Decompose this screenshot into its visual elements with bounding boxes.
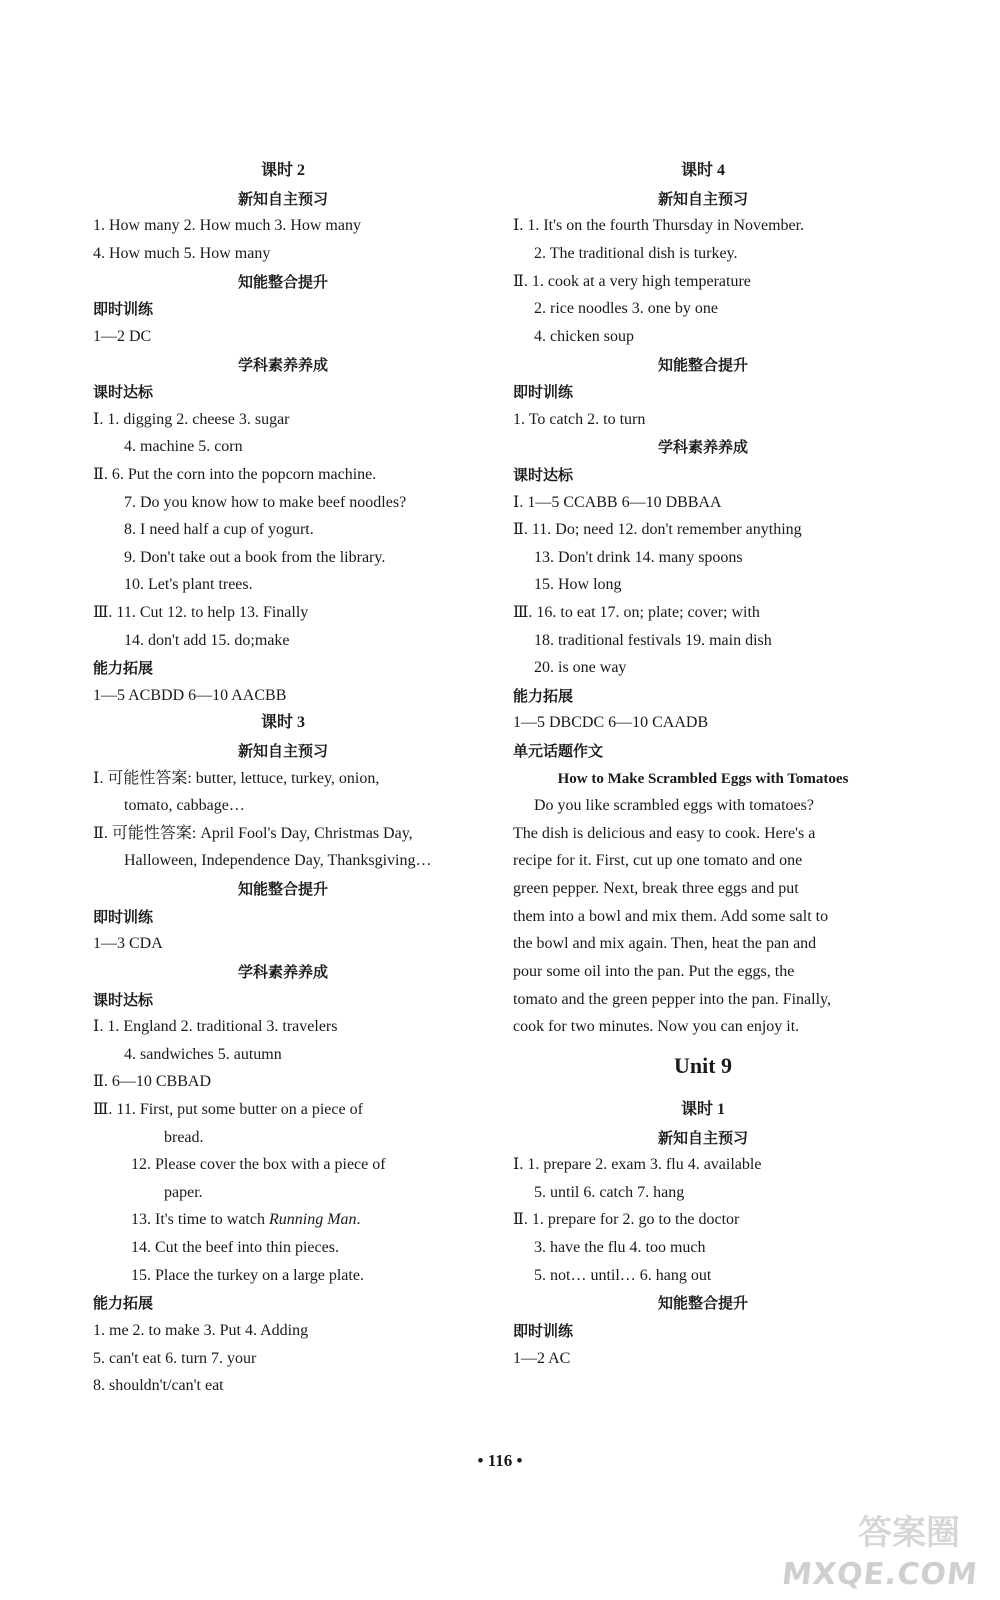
answer-line: Ⅱ. 11. Do; need 12. don't remember anything [513, 521, 802, 538]
subheading-literacy: 学科素养养成 [237, 963, 328, 981]
answer-line: 4. chicken soup [534, 328, 634, 345]
answer-line: 8. shouldn't/can't eat [93, 1377, 224, 1394]
label-ability: 能力拓展 [93, 659, 154, 677]
label-instant-training: 即时训练 [93, 300, 154, 318]
answer-line: Ⅰ. 1. prepare 2. exam 3. flu 4. available [513, 1156, 762, 1173]
label-ability: 能力拓展 [93, 1294, 154, 1312]
label-ability: 能力拓展 [513, 687, 574, 705]
subheading-integrate: 知能整合提升 [237, 273, 328, 291]
answer-line: 18. traditional festivals 19. main dish [534, 632, 772, 649]
answer-line: Ⅲ. 16. to eat 17. on; plate; cover; with [513, 604, 760, 621]
answer-text: . [356, 1211, 361, 1228]
answer-line: 13. Don't drink 14. many spoons [534, 549, 743, 566]
answer-line: 1—2 DC [93, 328, 152, 345]
watermark-logo: 答案圈 [858, 1513, 960, 1553]
subheading-preview: 新知自主预习 [237, 742, 328, 760]
answer-line: 15. How long [534, 576, 622, 593]
answer-line: 4. machine 5. corn [124, 438, 243, 455]
subheading-preview: 新知自主预习 [657, 1129, 748, 1147]
unit-heading: Unit 9 [673, 1053, 733, 1078]
section-heading-lesson-3: 课时 3 [260, 714, 305, 731]
label-instant-training: 即时训练 [93, 908, 154, 926]
answer-line: 15. Place the turkey on a large plate. [131, 1267, 364, 1284]
label-lesson-standard: 课时达标 [93, 383, 154, 401]
answer-line: 5. until 6. catch 7. hang [534, 1184, 685, 1201]
essay-line: Do you like scrambled eggs with tomatoes? [534, 797, 814, 814]
answer-line: Ⅱ. 1. cook at a very high temperature [513, 273, 751, 290]
answer-line: Halloween, Independence Day, Thanksgiving… [124, 852, 432, 869]
answer-line: 4. sandwiches 5. autumn [124, 1046, 282, 1063]
label-unit-essay: 单元话题作文 [513, 742, 604, 760]
label-instant-training: 即时训练 [513, 383, 574, 401]
answer-line: Ⅰ. 1. It's on the fourth Thursday in November. [513, 217, 805, 234]
essay-line: The dish is delicious and easy to cook. Here's a [513, 825, 816, 842]
answer-line: 3. have the flu 4. too much [534, 1239, 706, 1256]
answer-line: Ⅰ. 1—5 CCABB 6—10 DBBAA [513, 494, 722, 511]
label-lesson-standard: 课时达标 [93, 991, 154, 1009]
answer-line: 1. To catch 2. to turn [513, 411, 646, 428]
answer-line: 2. rice noodles 3. one by one [534, 300, 718, 317]
answer-line: 1—3 CDA [93, 935, 163, 952]
answer-line: Ⅰ. 1. digging 2. cheese 3. sugar [93, 411, 290, 428]
answer-line: 1. me 2. to make 3. Put 4. Adding [93, 1322, 309, 1339]
answer-line: 1. How many 2. How much 3. How many [93, 217, 361, 234]
answer-line: Ⅱ. 1. prepare for 2. go to the doctor [513, 1211, 740, 1228]
answer-line: 9. Don't take out a book from the library. [124, 549, 386, 566]
essay-line: them into a bowl and mix them. Add some salt to [513, 908, 829, 925]
section-heading-lesson-2: 课时 2 [260, 162, 305, 179]
answer-line: 1—5 DBCDC 6—10 CAADB [513, 714, 709, 731]
answer-line: 20. is one way [534, 659, 627, 676]
answer-line: 5. not… until… 6. hang out [534, 1267, 712, 1284]
answer-line: Ⅱ. 可能性答案: April Fool's Day, Christmas Day, [93, 825, 413, 842]
subheading-integrate: 知能整合提升 [237, 880, 328, 898]
watermark-url: MXQE.COM [780, 1557, 980, 1592]
answer-line: 4. How much 5. How many [93, 245, 271, 262]
answer-line: 14. Cut the beef into thin pieces. [131, 1239, 339, 1256]
answer-line: Ⅲ. 11. First, put some butter on a piece of [93, 1101, 363, 1118]
section-heading-lesson-4: 课时 4 [680, 162, 725, 179]
answer-line: 2. The traditional dish is turkey. [534, 245, 738, 262]
essay-line: the bowl and mix again. Then, heat the pan and [513, 935, 817, 952]
essay-line: tomato and the green pepper into the pan. Finally, [513, 991, 831, 1008]
essay-title: How to Make Scrambled Eggs with Tomatoes [557, 771, 849, 787]
answer-line: 5. can't eat 6. turn 7. your [93, 1350, 257, 1367]
subheading-preview: 新知自主预习 [237, 190, 328, 208]
answer-line: bread. [164, 1129, 204, 1146]
answer-line: 1—2 AC [513, 1350, 571, 1367]
show-title: Running Man [268, 1211, 357, 1228]
answer-line [131, 1209, 361, 1231]
answer-line: Ⅱ. 6. Put the corn into the popcorn machine. [93, 466, 377, 483]
subheading-integrate: 知能整合提升 [657, 1294, 748, 1312]
answer-line: 14. don't add 15. do;make [124, 632, 290, 649]
subheading-literacy: 学科素养养成 [237, 356, 328, 374]
section-heading-lesson-1: 课时 1 [680, 1101, 725, 1118]
answer-line: Ⅱ. 6—10 CBBAD [93, 1073, 211, 1090]
subheading-integrate: 知能整合提升 [657, 356, 748, 374]
essay-line: recipe for it. First, cut up one tomato and one [513, 852, 803, 869]
answer-line: 10. Let's plant trees. [124, 576, 253, 593]
answer-line: tomato, cabbage… [124, 797, 245, 814]
answer-line: 8. I need half a cup of yogurt. [124, 521, 314, 538]
essay-line: pour some oil into the pan. Put the eggs, the [513, 963, 795, 980]
answer-line: Ⅰ. 可能性答案: butter, lettuce, turkey, onion, [93, 770, 380, 787]
label-instant-training: 即时训练 [513, 1322, 574, 1340]
page-number: • 116 • [477, 1451, 523, 1470]
subheading-literacy: 学科素养养成 [657, 438, 748, 456]
answer-line: 12. Please cover the box with a piece of [131, 1156, 386, 1173]
label-lesson-standard: 课时达标 [513, 466, 574, 484]
essay-line: cook for two minutes. Now you can enjoy it. [513, 1018, 800, 1035]
essay-line: green pepper. Next, break three eggs and put [513, 880, 799, 897]
answer-line: 1—5 ACBDD 6—10 AACBB [93, 687, 287, 704]
answer-text: 13. It's time to watch [131, 1211, 269, 1228]
answer-line: paper. [164, 1184, 203, 1201]
answer-line: Ⅰ. 1. England 2. traditional 3. travelers [93, 1018, 338, 1035]
answer-line: 7. Do you know how to make beef noodles? [124, 494, 407, 511]
answer-line: Ⅲ. 11. Cut 12. to help 13. Finally [93, 604, 309, 621]
subheading-preview: 新知自主预习 [657, 190, 748, 208]
